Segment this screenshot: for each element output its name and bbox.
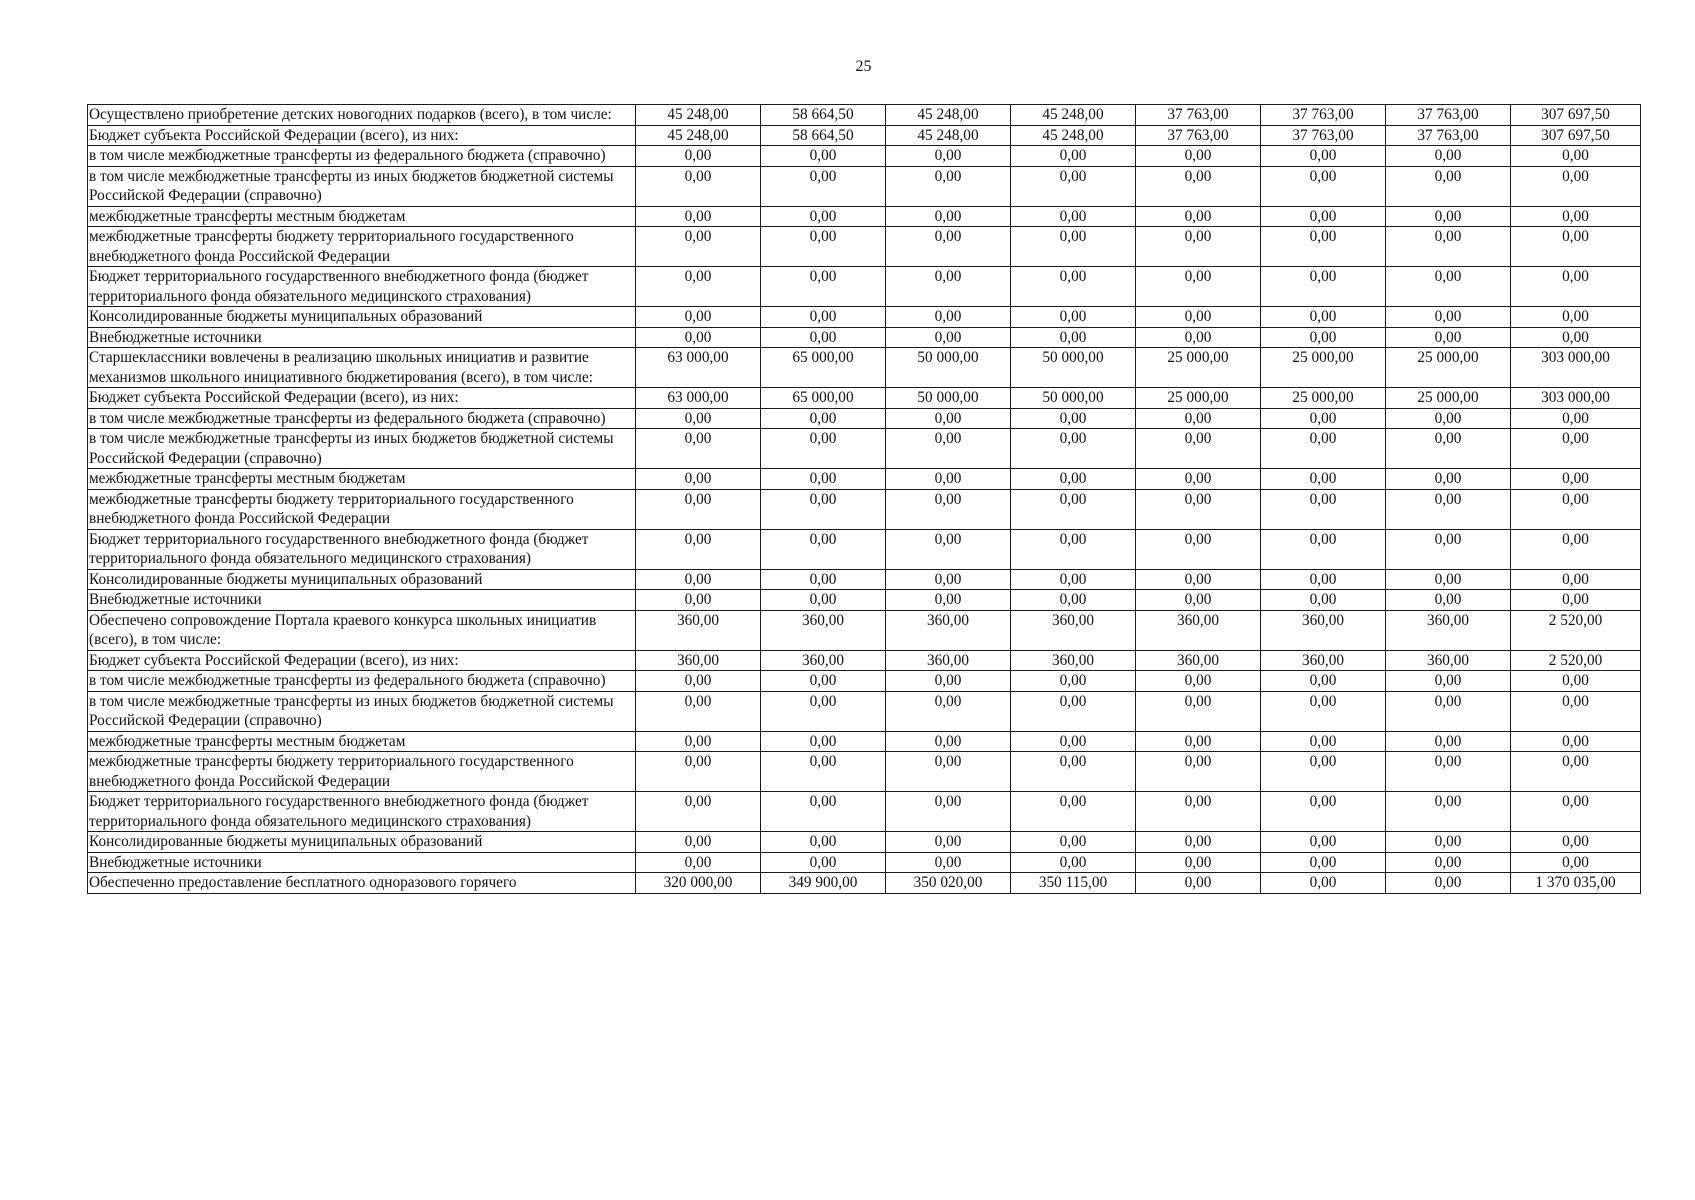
row-label: Бюджет территориального государственного внебюджетного фонда (бюджет территориального фонда обязательного медицинского страхования): [88, 529, 636, 569]
value-cell: 0,00: [1136, 832, 1261, 853]
value-cell: 0,00: [1136, 267, 1261, 307]
value-cell: 25 000,00: [1261, 348, 1386, 388]
table-row: [88, 166, 1641, 206]
value-cell: 0,00: [1386, 267, 1511, 307]
value-cell: 0,00: [761, 529, 886, 569]
row-label: в том числе межбюджетные трансферты из иных бюджетов бюджетной системы Российской Федерации (справочно): [88, 166, 636, 206]
table-row: [88, 348, 1641, 388]
value-cell: 0,00: [1261, 590, 1386, 611]
value-cell: 0,00: [636, 671, 761, 692]
value-cell: 25 000,00: [1386, 348, 1511, 388]
table-row: [88, 852, 1641, 873]
value-cell: 0,00: [761, 227, 886, 267]
value-cell: 350 115,00: [1011, 873, 1136, 894]
value-cell: 0,00: [1261, 671, 1386, 692]
table-row: [88, 792, 1641, 832]
row-label: межбюджетные трансферты бюджету территориального государственного внебюджетного фонда Российской Федерации: [88, 752, 636, 792]
table-row: [88, 125, 1641, 146]
row-label: межбюджетные трансферты местным бюджетам: [88, 469, 636, 490]
value-cell: 2 520,00: [1511, 650, 1641, 671]
table-row: [88, 569, 1641, 590]
table-row: [88, 429, 1641, 469]
value-cell: 0,00: [886, 429, 1011, 469]
value-cell: 0,00: [886, 469, 1011, 490]
row-label: Внебюджетные источники: [88, 590, 636, 611]
value-cell: 50 000,00: [886, 388, 1011, 409]
value-cell: 0,00: [1511, 691, 1641, 731]
value-cell: 0,00: [1511, 429, 1641, 469]
table-body: [88, 105, 1641, 894]
value-cell: 0,00: [1386, 307, 1511, 328]
value-cell: 0,00: [1011, 206, 1136, 227]
table-row: [88, 408, 1641, 429]
table-row: [88, 267, 1641, 307]
value-cell: 50 000,00: [1011, 348, 1136, 388]
value-cell: 0,00: [1011, 267, 1136, 307]
value-cell: 0,00: [1511, 166, 1641, 206]
value-cell: 0,00: [1136, 166, 1261, 206]
value-cell: 0,00: [886, 752, 1011, 792]
value-cell: 0,00: [636, 429, 761, 469]
value-cell: 360,00: [1386, 650, 1511, 671]
value-cell: 63 000,00: [636, 388, 761, 409]
value-cell: 303 000,00: [1511, 388, 1641, 409]
value-cell: 0,00: [886, 832, 1011, 853]
row-label: Консолидированные бюджеты муниципальных образований: [88, 569, 636, 590]
value-cell: 0,00: [1261, 429, 1386, 469]
value-cell: 360,00: [761, 610, 886, 650]
value-cell: 65 000,00: [761, 348, 886, 388]
value-cell: 0,00: [761, 731, 886, 752]
table-row: [88, 388, 1641, 409]
value-cell: 0,00: [1136, 792, 1261, 832]
value-cell: 0,00: [886, 227, 1011, 267]
value-cell: 0,00: [1511, 307, 1641, 328]
table-row: [88, 590, 1641, 611]
value-cell: 0,00: [1136, 590, 1261, 611]
value-cell: 0,00: [1511, 206, 1641, 227]
row-label: в том числе межбюджетные трансферты из иных бюджетов бюджетной системы Российской Федерации (справочно): [88, 429, 636, 469]
value-cell: 360,00: [761, 650, 886, 671]
value-cell: 0,00: [636, 590, 761, 611]
value-cell: 0,00: [1386, 429, 1511, 469]
value-cell: 0,00: [1261, 873, 1386, 894]
value-cell: 360,00: [636, 610, 761, 650]
row-label: межбюджетные трансферты местным бюджетам: [88, 206, 636, 227]
value-cell: 0,00: [886, 408, 1011, 429]
table-row: [88, 327, 1641, 348]
table-row: [88, 469, 1641, 490]
row-label: Обеспечено сопровождение Портала краевого конкурса школьных инициатив (всего), в том числе:: [88, 610, 636, 650]
value-cell: 37 763,00: [1136, 125, 1261, 146]
value-cell: 45 248,00: [1011, 125, 1136, 146]
value-cell: 50 000,00: [1011, 388, 1136, 409]
value-cell: 0,00: [761, 832, 886, 853]
value-cell: 0,00: [1136, 731, 1261, 752]
value-cell: 0,00: [1261, 731, 1386, 752]
value-cell: 0,00: [1386, 852, 1511, 873]
value-cell: 360,00: [1136, 610, 1261, 650]
table-row: [88, 227, 1641, 267]
table-row: [88, 146, 1641, 167]
value-cell: 0,00: [1261, 852, 1386, 873]
table-row: [88, 731, 1641, 752]
value-cell: 0,00: [1386, 832, 1511, 853]
value-cell: 0,00: [1136, 569, 1261, 590]
value-cell: 0,00: [1136, 691, 1261, 731]
value-cell: 45 248,00: [886, 125, 1011, 146]
value-cell: 0,00: [1261, 691, 1386, 731]
value-cell: 0,00: [1261, 529, 1386, 569]
value-cell: 0,00: [636, 489, 761, 529]
row-label: Обеспеченно предоставление бесплатного одноразового горячего: [88, 873, 636, 894]
value-cell: 0,00: [1261, 146, 1386, 167]
value-cell: 360,00: [1386, 610, 1511, 650]
table-row: [88, 610, 1641, 650]
row-label: межбюджетные трансферты бюджету территориального государственного внебюджетного фонда Российской Федерации: [88, 227, 636, 267]
value-cell: 0,00: [761, 429, 886, 469]
table-row: [88, 752, 1641, 792]
value-cell: 0,00: [886, 146, 1011, 167]
value-cell: 0,00: [1386, 166, 1511, 206]
value-cell: 0,00: [761, 691, 886, 731]
value-cell: 37 763,00: [1386, 125, 1511, 146]
value-cell: 0,00: [1511, 489, 1641, 529]
value-cell: 58 664,50: [761, 125, 886, 146]
value-cell: 0,00: [636, 327, 761, 348]
row-label: межбюджетные трансферты бюджету территориального государственного внебюджетного фонда Российской Федерации: [88, 489, 636, 529]
value-cell: 0,00: [1136, 852, 1261, 873]
value-cell: 0,00: [1261, 267, 1386, 307]
value-cell: 0,00: [1386, 206, 1511, 227]
value-cell: 65 000,00: [761, 388, 886, 409]
value-cell: 0,00: [1511, 590, 1641, 611]
value-cell: 0,00: [1011, 731, 1136, 752]
value-cell: 0,00: [1136, 489, 1261, 529]
value-cell: 0,00: [1261, 227, 1386, 267]
row-label: Консолидированные бюджеты муниципальных образований: [88, 832, 636, 853]
value-cell: 37 763,00: [1261, 125, 1386, 146]
value-cell: 0,00: [1011, 832, 1136, 853]
value-cell: 37 763,00: [1261, 105, 1386, 126]
value-cell: 37 763,00: [1136, 105, 1261, 126]
table-row: [88, 873, 1641, 894]
value-cell: 25 000,00: [1136, 388, 1261, 409]
value-cell: 0,00: [1511, 327, 1641, 348]
value-cell: 360,00: [1261, 610, 1386, 650]
table-row: [88, 529, 1641, 569]
value-cell: 0,00: [1386, 469, 1511, 490]
value-cell: 0,00: [1386, 569, 1511, 590]
value-cell: 0,00: [636, 691, 761, 731]
value-cell: 0,00: [1011, 408, 1136, 429]
value-cell: 360,00: [636, 650, 761, 671]
value-cell: 0,00: [761, 327, 886, 348]
value-cell: 0,00: [761, 408, 886, 429]
value-cell: 0,00: [1261, 307, 1386, 328]
value-cell: 0,00: [1136, 146, 1261, 167]
value-cell: 0,00: [1011, 569, 1136, 590]
value-cell: 0,00: [1386, 873, 1511, 894]
value-cell: 0,00: [636, 529, 761, 569]
value-cell: 0,00: [886, 206, 1011, 227]
value-cell: 0,00: [761, 469, 886, 490]
value-cell: 0,00: [886, 731, 1011, 752]
value-cell: 0,00: [636, 469, 761, 490]
value-cell: 0,00: [1261, 792, 1386, 832]
value-cell: 0,00: [761, 166, 886, 206]
value-cell: 0,00: [1011, 307, 1136, 328]
value-cell: 0,00: [1011, 469, 1136, 490]
value-cell: 0,00: [1261, 489, 1386, 529]
value-cell: 0,00: [1386, 731, 1511, 752]
table-row: [88, 650, 1641, 671]
value-cell: 0,00: [886, 267, 1011, 307]
row-label: Бюджет субъекта Российской Федерации (всего), из них:: [88, 650, 636, 671]
value-cell: 0,00: [636, 166, 761, 206]
value-cell: 0,00: [761, 267, 886, 307]
value-cell: 0,00: [761, 569, 886, 590]
table-row: [88, 206, 1641, 227]
row-label: в том числе межбюджетные трансферты из федерального бюджета (справочно): [88, 146, 636, 167]
value-cell: 0,00: [1011, 691, 1136, 731]
value-cell: 0,00: [1136, 752, 1261, 792]
value-cell: 0,00: [1261, 569, 1386, 590]
value-cell: 0,00: [1261, 408, 1386, 429]
value-cell: 320 000,00: [636, 873, 761, 894]
value-cell: 0,00: [1386, 792, 1511, 832]
value-cell: 0,00: [886, 166, 1011, 206]
value-cell: 0,00: [1011, 327, 1136, 348]
value-cell: 360,00: [1261, 650, 1386, 671]
value-cell: 0,00: [636, 792, 761, 832]
value-cell: 37 763,00: [1386, 105, 1511, 126]
row-label: в том числе межбюджетные трансферты из федерального бюджета (справочно): [88, 671, 636, 692]
value-cell: 45 248,00: [1011, 105, 1136, 126]
row-label: Бюджет субъекта Российской Федерации (всего), из них:: [88, 388, 636, 409]
table-row: [88, 691, 1641, 731]
value-cell: 0,00: [1511, 146, 1641, 167]
value-cell: 0,00: [1136, 408, 1261, 429]
value-cell: 0,00: [1511, 852, 1641, 873]
value-cell: 0,00: [1386, 408, 1511, 429]
value-cell: 0,00: [1011, 671, 1136, 692]
value-cell: 45 248,00: [636, 105, 761, 126]
value-cell: 0,00: [1511, 408, 1641, 429]
value-cell: 0,00: [886, 671, 1011, 692]
table-row: [88, 832, 1641, 853]
value-cell: 0,00: [1261, 832, 1386, 853]
table-row: [88, 105, 1641, 126]
row-label: межбюджетные трансферты местным бюджетам: [88, 731, 636, 752]
value-cell: 0,00: [1011, 489, 1136, 529]
value-cell: 0,00: [1386, 671, 1511, 692]
value-cell: 45 248,00: [886, 105, 1011, 126]
value-cell: 0,00: [886, 792, 1011, 832]
value-cell: 360,00: [886, 610, 1011, 650]
value-cell: 0,00: [636, 206, 761, 227]
value-cell: 0,00: [1136, 227, 1261, 267]
value-cell: 0,00: [886, 569, 1011, 590]
value-cell: 0,00: [636, 852, 761, 873]
row-label: Бюджет территориального государственного внебюджетного фонда (бюджет территориального фонда обязательного медицинского страхования): [88, 267, 636, 307]
value-cell: 0,00: [886, 307, 1011, 328]
value-cell: 0,00: [761, 752, 886, 792]
value-cell: 360,00: [1136, 650, 1261, 671]
value-cell: 0,00: [761, 792, 886, 832]
value-cell: 349 900,00: [761, 873, 886, 894]
table-row: [88, 307, 1641, 328]
value-cell: 0,00: [1386, 327, 1511, 348]
budget-table: [87, 104, 1641, 894]
value-cell: 0,00: [1261, 752, 1386, 792]
value-cell: 0,00: [1511, 731, 1641, 752]
value-cell: 0,00: [1511, 469, 1641, 490]
value-cell: 0,00: [636, 267, 761, 307]
value-cell: 0,00: [1386, 489, 1511, 529]
value-cell: 45 248,00: [636, 125, 761, 146]
value-cell: 0,00: [1386, 691, 1511, 731]
value-cell: 0,00: [1136, 206, 1261, 227]
value-cell: 307 697,50: [1511, 125, 1641, 146]
value-cell: 0,00: [636, 832, 761, 853]
value-cell: 0,00: [1511, 671, 1641, 692]
value-cell: 0,00: [1136, 529, 1261, 569]
value-cell: 0,00: [1011, 590, 1136, 611]
value-cell: 360,00: [1011, 610, 1136, 650]
value-cell: 0,00: [1511, 569, 1641, 590]
value-cell: 0,00: [636, 752, 761, 792]
value-cell: 0,00: [1386, 529, 1511, 569]
value-cell: 0,00: [1386, 752, 1511, 792]
value-cell: 0,00: [1011, 752, 1136, 792]
value-cell: 0,00: [886, 691, 1011, 731]
value-cell: 0,00: [1511, 267, 1641, 307]
value-cell: 350 020,00: [886, 873, 1011, 894]
value-cell: 0,00: [1511, 792, 1641, 832]
value-cell: 0,00: [761, 852, 886, 873]
value-cell: 0,00: [636, 146, 761, 167]
value-cell: 0,00: [1011, 852, 1136, 873]
value-cell: 63 000,00: [636, 348, 761, 388]
row-label: Консолидированные бюджеты муниципальных образований: [88, 307, 636, 328]
value-cell: 58 664,50: [761, 105, 886, 126]
value-cell: 0,00: [1261, 327, 1386, 348]
value-cell: 0,00: [1386, 146, 1511, 167]
table-row: [88, 489, 1641, 529]
row-label: Внебюджетные источники: [88, 852, 636, 873]
value-cell: 0,00: [1511, 227, 1641, 267]
value-cell: 360,00: [1011, 650, 1136, 671]
value-cell: 0,00: [761, 307, 886, 328]
value-cell: 0,00: [1011, 166, 1136, 206]
row-label: в том числе межбюджетные трансферты из федерального бюджета (справочно): [88, 408, 636, 429]
value-cell: 0,00: [636, 307, 761, 328]
value-cell: 0,00: [761, 146, 886, 167]
value-cell: 0,00: [1136, 671, 1261, 692]
value-cell: 0,00: [1011, 146, 1136, 167]
value-cell: 0,00: [1011, 429, 1136, 469]
value-cell: 0,00: [886, 489, 1011, 529]
value-cell: 0,00: [1136, 873, 1261, 894]
value-cell: 1 370 035,00: [1511, 873, 1641, 894]
value-cell: 0,00: [761, 489, 886, 529]
value-cell: 0,00: [1261, 206, 1386, 227]
row-label: в том числе межбюджетные трансферты из иных бюджетов бюджетной системы Российской Федерации (справочно): [88, 691, 636, 731]
value-cell: 0,00: [1011, 792, 1136, 832]
value-cell: 2 520,00: [1511, 610, 1641, 650]
value-cell: 0,00: [1386, 227, 1511, 267]
value-cell: 0,00: [886, 529, 1011, 569]
value-cell: 0,00: [636, 731, 761, 752]
value-cell: 0,00: [636, 569, 761, 590]
value-cell: 0,00: [886, 852, 1011, 873]
value-cell: 0,00: [1136, 429, 1261, 469]
value-cell: 0,00: [761, 206, 886, 227]
row-label: Бюджет территориального государственного внебюджетного фонда (бюджет территориального фонда обязательного медицинского страхования): [88, 792, 636, 832]
value-cell: 50 000,00: [886, 348, 1011, 388]
row-label: Бюджет субъекта Российской Федерации (всего), из них:: [88, 125, 636, 146]
value-cell: 0,00: [1511, 832, 1641, 853]
value-cell: 25 000,00: [1136, 348, 1261, 388]
value-cell: 0,00: [1511, 752, 1641, 792]
value-cell: 0,00: [1136, 307, 1261, 328]
value-cell: 0,00: [636, 227, 761, 267]
row-label: Старшеклассники вовлечены в реализацию школьных инициатив и развитие механизмов школьного инициативного бюджетирования (всего), в том числе:: [88, 348, 636, 388]
value-cell: 25 000,00: [1261, 388, 1386, 409]
value-cell: 0,00: [1011, 529, 1136, 569]
page-number: 25: [855, 58, 872, 75]
value-cell: 0,00: [886, 590, 1011, 611]
table-row: [88, 671, 1641, 692]
row-label: Осуществлено приобретение детских новогодних подарков (всего), в том числе:: [88, 105, 636, 126]
value-cell: 0,00: [1136, 469, 1261, 490]
value-cell: 303 000,00: [1511, 348, 1641, 388]
value-cell: 0,00: [1511, 529, 1641, 569]
value-cell: 307 697,50: [1511, 105, 1641, 126]
value-cell: 0,00: [636, 408, 761, 429]
row-label: Внебюджетные источники: [88, 327, 636, 348]
value-cell: 360,00: [886, 650, 1011, 671]
value-cell: 0,00: [1011, 227, 1136, 267]
value-cell: 0,00: [1386, 590, 1511, 611]
value-cell: 0,00: [1261, 469, 1386, 490]
value-cell: 25 000,00: [1386, 388, 1511, 409]
value-cell: 0,00: [761, 671, 886, 692]
value-cell: 0,00: [1136, 327, 1261, 348]
value-cell: 0,00: [761, 590, 886, 611]
value-cell: 0,00: [1261, 166, 1386, 206]
value-cell: 0,00: [886, 327, 1011, 348]
